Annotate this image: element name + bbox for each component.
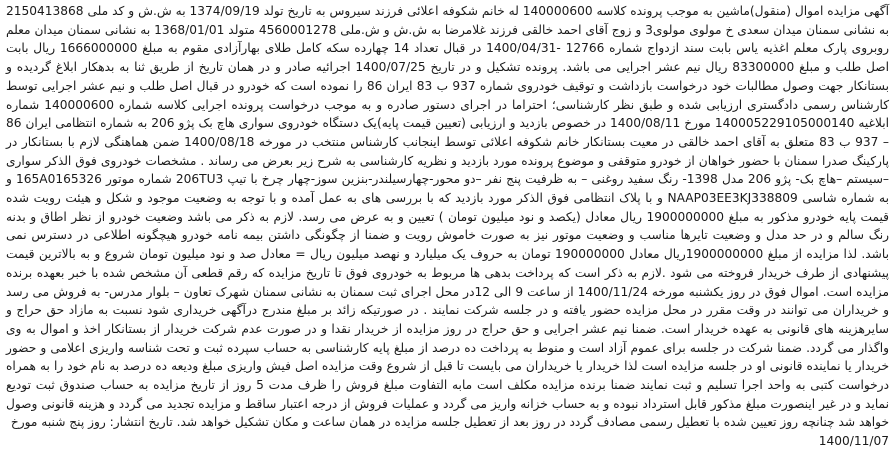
- publication-date: 1400/11/07: [818, 434, 889, 449]
- notice-body: آگهی مزایده اموال (منقول)ماشین به موجب پرونده کلاسه 140000600 له خانم شکوفه اعلائی فرزند سیروس به تاریخ تولد 1374/09/19 به ش.ش و کد ملی 2150413868 به نشانی سمنان میدان سعدی خ مولوی مولوی3 و زوج آقای احمد خالقی فرزند غلامرضا به ش.ش و ش.ملی 4560001278 متولد 1368/01/01 به نشانی سمنان میدان معلم روبروی پارک معلم اغذیه یاس بابت سند ازدواج شماره 12766 -1400/04/31 در قبال تعداد 14 چهارده سکه کامل طلای بهارآزادی مقوم به مبلغ 1666000000 ریال بابت اصل طلب و مبلغ 83300000 ریال نیم عشر اجرایی می باشد. پرونده تشکیل و در تاریخ 1400/07/25 اجرائیه صادر و در همان تاریخ از طریق ثنا به بدهکار ابلاغ گردیده و بستانکار جهت وصول مطالبات خود درخواست بازداشت و توقیف خودروی شماره 937 ب 83 ایران 86 را نموده است که خودرو در قبال اصل طلب و نیم عشر اجرایی توسط کارشناس رسمی دادگستری ارزیابی شده و طبق نظر کارشناسی؛ احتراما در اجرای دستور صادره و به موجب درخواست پرونده اجرایی کلاسه شماره 140000600 شماره ابلاغیه 140005229105000140 مورخ 1400/08/11 در خصوص بازدید و ارزیابی (تعیین قیمت پایه)یک دستگاه خودروی سواری هاچ بک پژو 206 به شماره انتظامی ایران 86 – 937 ب 83 متعلق به آقای احمد خالقی در معیت بستانکار خانم شکوفه اعلائی توسط اینجانب کارشناس منتخب در مورخه 1400/08/18 ضمن هماهنگی لازم با بستانکار در پارکینگ صدرا سمنان با حضور خواهان از خودرو متوقفی و موضوع پرونده مورد بازدید و نظریه کارشناسی به شرح زیر بعرض می رساند . مشخصات خودروی فوق الذکر سواری –سیستم –هاچ بک- پژو 206 مدل 1398- رنگ سفید روغنی – به ظرفیت پنج نفر –دو محور-چهارسیلندر-بنزین سوز-چهار چرخ با تیپ 206TU3 شماره موتور 165A0165326 و به شماره شاسی NAAP03EE3KJ338809 و با پلاک انتظامی فوق الذکر مورد بازدید که با بررسی های به عمل آمده و با توجه به وضعیت موجود و شکل و هیئت رویت شده قیمت پایه خودرو مذکور به مبلغ 1900000000 ریال معادل (یکصد و نود میلیون تومان ) تعیین و به عرض می رسد. لازم به ذکر می باشد وضعیت خودرو از نظر اطاق و بدنه رنگ سالم و در حد مدل و وضعیت تایرها مناسب و وضعیت موتور نیز به صورت خاموش رویت و ضمنا از چگونگی داشتن بیمه نامه خودرو هیچگونه اطلاعی در دسترس نمی باشد. لذا مزایده از مبلغ 1900000000ریال معادل 190000000 تومان به حروف یک میلیارد و نهصد میلیون ریال = معادل صد و نود میلیون تومان شروع و به بالاترین قیمت پیشنهادی از طرف خریدار فروخته می شود .لازم به ذکر است که پرداخت بدهی ها مربوط به خودروی فوق تا تاریخ مزایده که رقم قطعی آن مشخص شده با خبر بعهده برنده مزایده است. اموال فوق در روز یکشنبه مورخه 1400/11/24 از ساعت 9 الی 12در محل اجرای ثبت سمنان به نشانی سمنان شهرک تعاون – بلوار مدرس- به فروش می رسد و خریداران می توانند در وقت مقرر در محل مزایده حضور یافته و در جلسه شرکت نمایند . در صورتیکه زائد بر مبلغ مندرج درآگهی خریداری شود نسبت به مازاد حق حراج و سایرهزینه های قانونی به عهده خریدار است. ضمنا نیم عشر اجرایی و حق حراج در روز مزایده از خریدار نقدا و در صورت عدم شرکت خریدار از بستانکار اخذ و اموال به وی واگذار می گردد. ضمنا شرکت در جلسه برای عموم آزاد است و منوط به پرداخت ده درصد از مبلغ پایه کارشناسی به حساب سپرده ثبت و تحت شناسه واریزی اعلامی و حضور خریدار یا نماینده قانونی او در جلسه مزایده است لذا خریدار یا خریداران می بایست تا قبل از شروع وقت مزایده اصل فیش واریزی مبلغ ودیعه ده درصد به نام خود را به همراه درخواست کتبی به واحد اجرا تسلیم و ثبت نمایند ضمنا برنده مزایده مکلف است مابه التفاوت مبلغ فروش را ظرف مدت 5 روز از تاریخ مزایده به حساب صندوق ثبت تودیع نماید و در غیر اینصورت مبلغ مذکور قابل استرداد نبوده و به حساب خزانه واریز می گردد و عملیات فروش از درجه اعتبار ساقط و مزایده تجدید می گردد و هزینه قانونی وصول خواهد شد چنانچه روز تعیین شده با تعطیل رسمی مصادف گردد در روز بعد از تعطیل جلسه مزایده در همان ساعت و مکان تشکیل خواهد شد. تاریخ انتشار: روز پنج شنبه مورخ: [6, 4, 890, 430]
